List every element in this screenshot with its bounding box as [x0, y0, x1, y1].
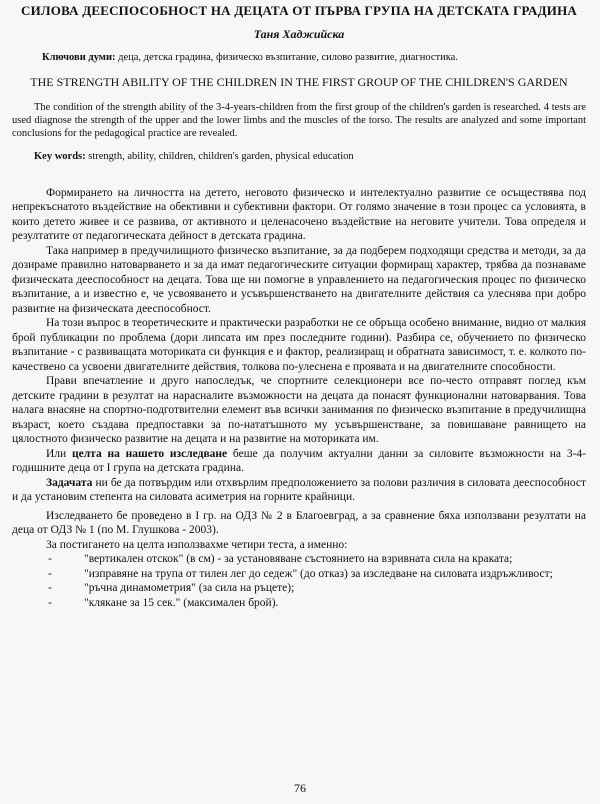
body-paragraph-study: Изследването бе проведено в I гр. на ОДЗ № 2 в Благоевград, а за сравнение бяха използвани резултати на деца от ОДЗ № 1 (по М. Глушкова - 2003). — [12, 509, 586, 536]
list-dash: - — [48, 582, 52, 594]
list-item — [12, 552, 586, 567]
task-text: ни бе да потвърдим или отхвърлим предположението за полови различия в силовата дееспособност и да установим степента на силовата асиметрия на горните крайници. — [12, 476, 586, 503]
keywords-bg-text: деца, детска градина, физическо възпитание, силово развитие, диагностика. — [115, 52, 458, 63]
keywords-en — [12, 151, 586, 162]
body-paragraph-4: Прави впечатление и друго напоследък, че спортните селекционери все по-често отправят поглед към детските градини в резултат на нарасналите възможности на децата да понасят функционални натоварвания. Това налага внасяне на спортно-подготвителни елемент във всички занимания по физическо възпитание в предучилищна възраст, което създава предпоставки за по-нататъшното му усъвършенстване, за повишаване равнището на цялостното физическо развитие на децата и на развитие на моториката им. — [12, 375, 586, 445]
list-item — [12, 567, 586, 582]
list-item-text: "изправяне на трупа от тилен лег до седеж" (до отказ) за изследване на силовата издръжливост; — [84, 567, 553, 580]
list-item — [12, 581, 586, 596]
task-emphasis: Задачата — [46, 476, 93, 489]
body-paragraph-2: Така например в предучилищното физическо възпитание, за да подберем подходящи средства и методи, за да дозираме правилно натоварването и за да имат педагогическите ситуации формиращ характер, трябва да познаваме физическата дееспособност на децата. Това ще ни помогне в управлението на педагогическия процес по физическо възпитание, а и известно е, че усвояването и усъвършенстването на двигателните действия са улеснява при добро развитие на физическата дееспособност. — [12, 244, 586, 315]
body-paragraph-tests-intro: За постигането на целта използвахме четири теста, а именно: — [46, 538, 348, 551]
page-number: 76 — [294, 781, 306, 795]
body-paragraph-3: На този въпрос в теоретическите и практически разработки не се обръща особено внимание, видно от малкия брой публикации по проблема (дори липсата им през последните години). Разбира се, обучението по физическо възпитание - с развиващата моториката си функция е и фактор, реализиращ и обратната зависимост, т. е. колкото по-качествено са усвоени двигателните действия, толкова по-улеснена е проявата и на двигателните способности. — [12, 317, 586, 373]
body-paragraph-task — [12, 476, 586, 505]
author-name: Таня Хаджийска — [253, 27, 345, 41]
article-title-en: THE STRENGTH ABILITY OF THE CHILDREN IN THE FIRST GROUP OF THE CHILDREN'S GARDEN — [30, 75, 568, 89]
article-title-bg: СИЛОВА ДЕЕСПОСОБНОСТ НА ДЕЦАТА ОТ ПЪРВА ГРУПА НА ДЕТСКАТА ГРАДИНА — [21, 3, 577, 18]
body-paragraph-1: Формирането на личността на детето, неговото физическо и интелектуално развитие се осъществява под непрекъснатото въздействие на обективни и субективни фактори. От голямо значение в този процес са условията, в които детето живее и се развива, от активното и целенасочено въздействие на неговите учители. Това определя и резултатите от педагогическата дейност в детската градина. — [12, 186, 586, 242]
tests-list — [12, 552, 586, 610]
list-dash: - — [48, 596, 52, 609]
list-item-text: "ръчна динамометрия" (за сила на ръцете); — [84, 582, 295, 594]
list-dash: - — [48, 553, 52, 565]
list-dash: - — [48, 567, 52, 580]
list-item-text: "вертикален отскок" (в см) - за установяване състоянието на взривната сила на краката; — [84, 553, 513, 565]
goal-emphasis: целта на нашето изследване — [71, 447, 228, 460]
keywords-bg — [42, 52, 586, 63]
document-page — [0, 4, 600, 804]
body-paragraph-goal — [12, 447, 586, 476]
goal-lead: Или — [46, 447, 72, 460]
list-item — [12, 596, 586, 611]
keywords-en-text: strength, ability, children, children's garden, physical education — [85, 150, 354, 162]
list-item-text: "клякане за 15 сек." (максимален брой). — [84, 596, 279, 609]
goal-text: беше да получим актуални данни за силовите възможности на 3-4-годишните деца от I група на детската градина. — [12, 447, 586, 474]
abstract-en: The condition of the strength ability of the 3-4-years-children from the first group of the children's garden is researched. 4 tests are used diagnose the strength of the upper and the lower limbs and the muscles of the torso. The results are analyzed and some important conclusions for the pedagogical practice are revealed. — [12, 102, 586, 139]
body-text — [12, 186, 586, 611]
keywords-bg-label: Ключови думи: — [42, 52, 116, 63]
keywords-en-label: Key words: — [34, 150, 86, 162]
